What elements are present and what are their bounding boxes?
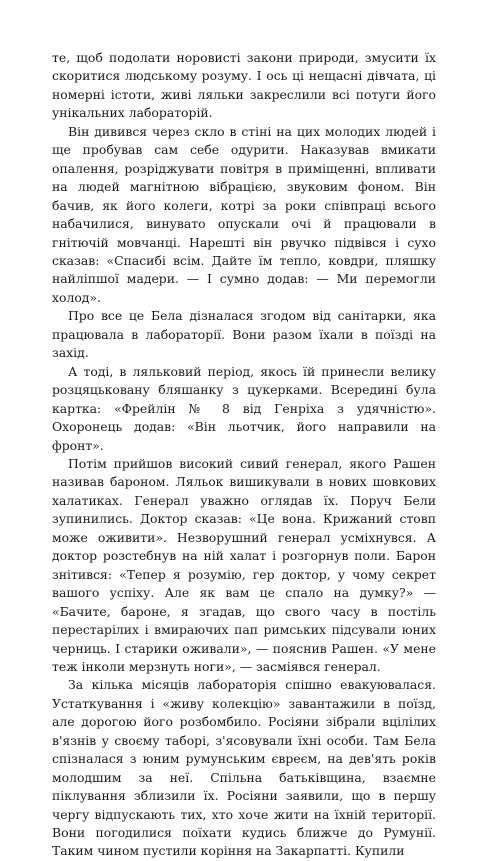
paragraph-4: А тоді, в ляльковий період, якось їй принесли велику розцяцьковану бляшанку з цукерками. Всередині була картка: «Фрейлін № 8 від Генріха з удячністю». Охоронець додав: «Він льотчик, його направили на фронт». xyxy=(52,363,436,453)
book-page xyxy=(52,49,436,861)
paragraph-2: Він дивився через скло в стіні на цих молодих людей і ще пробував сам себе одурити. Наказував вмикати опалення, розріджувати повітря в приміщенні, впливати на людей магнітною вібрацією, звуковим фоном. Він бачив, як його колеги, котрі за роки співпраці всього набачилися, винувато опускали очі й працювали в гнітючій мовчанці. Нарешті він рвучко підвівся і сухо сказав: «Спасибі всім. Дайте їм тепло, ковдри, пляшку найліпшої мадери. — І сумно додав: — Ми перемогли холод». xyxy=(52,123,436,305)
paragraph-1: те, щоб подолати норовисті закони природи, змусити їх скоритися людському розуму. І ось ці нещасні дівчата, ці номерні істоти, живі ляльки закреслили всі потуги його унікальних лабораторій. xyxy=(52,50,436,121)
paragraph-3: Про все це Бела дізналася згодом від санітарки, яка працювала в лабораторії. Вони разом їхали в поїзді на захід. xyxy=(52,308,436,361)
paragraph-5: Потім прийшов високий сивий генерал, якого Рашен називав бароном. Ляльок вишикували в нових шовкових халатиках. Генерал уважно оглядав їх. Поруч Бели зупинились. Доктор сказав: «Це вона. Крижаний стовп може оживити». Незворушний генерал усміхнувся. А доктор розстебнув на ній халат і розгорнув поли. Барон знітився: «Тепер я розумію, гер доктор, у чому секрет вашого успіху. Але як вам це спало на думку?» — «Бачите, бароне, я згадав, що свого часу в постіль перестарілих і вмираючих пап римських підсували юних черниць. І старики оживали», — пояснив Рашен. «У мене теж інколи мерзнуть ноги», — засміявся генерал. xyxy=(52,455,436,674)
paragraph-6: За кілька місяців лабораторія спішно евакуювалася. Устаткування і «живу колекцію» завантажили в поїзд, але дорогою його розбомбило. Росіяни зібрали вцілілих в'язнів у своєму таборі, з'ясовували їхні особи. Там Бела спізналася з юним румунським євреєм, на дев'ять років молодшим за неї. Спільна батьківщина, взаємне піклування зблизили їх. Росіяни заявили, що в першу чергу відпускають тих, хто хоче жити на їхній території. Вони погодилися поїхати кудись ближче до Румунії. Таким чином пустили коріння на Закарпатті. Купили xyxy=(52,677,436,859)
